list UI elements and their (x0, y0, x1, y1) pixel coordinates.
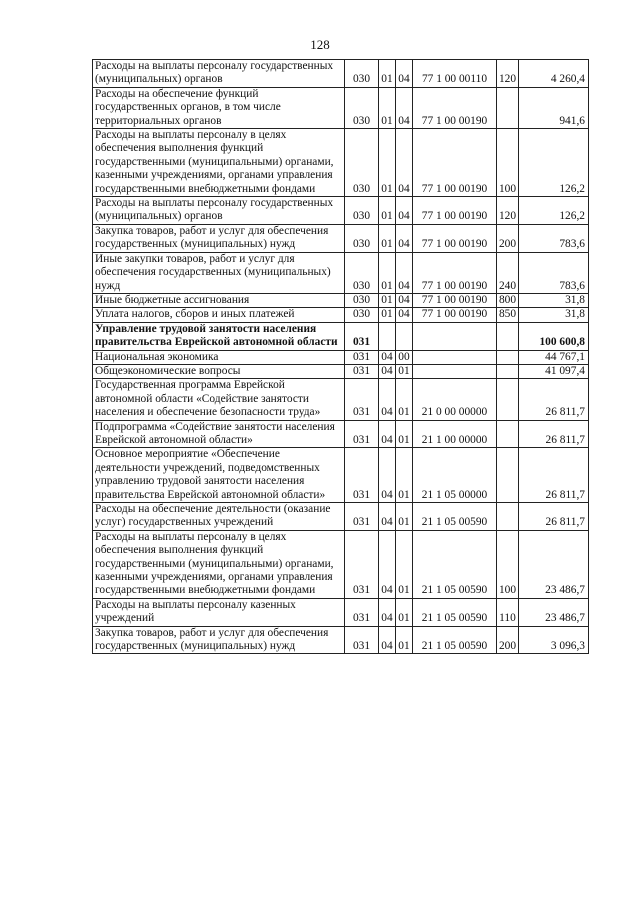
row-name-cell: Национальная экономика (93, 350, 345, 364)
table-row (93, 322, 589, 350)
row-name-cell: Расходы на обеспечение деятельности (оказание услуг) государственных учреждений (93, 503, 345, 531)
row-grbs-cell: 031 (345, 448, 379, 503)
table-row (93, 448, 589, 503)
row-subsection-cell: 04 (396, 293, 413, 307)
table-row (93, 197, 589, 225)
table-row (93, 224, 589, 252)
row-amount-cell: 26 811,7 (519, 448, 589, 503)
row-amount-cell: 44 767,1 (519, 350, 589, 364)
row-section-cell: 04 (379, 626, 396, 654)
row-amount-cell: 31,8 (519, 308, 589, 322)
row-expense-type-cell (497, 503, 519, 531)
row-grbs-cell: 031 (345, 530, 379, 598)
row-target-article-cell: 21 1 05 00590 (413, 626, 497, 654)
row-section-cell: 01 (379, 252, 396, 293)
row-grbs-cell: 030 (345, 293, 379, 307)
budget-table (92, 59, 589, 654)
row-target-article-cell: 77 1 00 00190 (413, 308, 497, 322)
row-grbs-cell: 031 (345, 503, 379, 531)
row-grbs-cell: 031 (345, 420, 379, 448)
row-amount-cell: 4 260,4 (519, 60, 589, 88)
row-target-article-cell: 77 1 00 00190 (413, 252, 497, 293)
row-section-cell: 01 (379, 197, 396, 225)
row-expense-type-cell: 240 (497, 252, 519, 293)
row-target-article-cell: 21 1 05 00000 (413, 448, 497, 503)
row-expense-type-cell: 850 (497, 308, 519, 322)
row-target-article-cell: 21 1 05 00590 (413, 530, 497, 598)
table-row (93, 252, 589, 293)
row-section-cell (379, 322, 396, 350)
row-subsection-cell: 01 (396, 364, 413, 378)
row-expense-type-cell (497, 87, 519, 128)
row-name-cell: Расходы на обеспечение функций государственных органов, в том числе территориальных органов (93, 87, 345, 128)
row-expense-type-cell: 100 (497, 530, 519, 598)
row-amount-cell: 783,6 (519, 252, 589, 293)
row-subsection-cell: 04 (396, 308, 413, 322)
row-name-cell: Иные закупки товаров, работ и услуг для обеспечения государственных (муниципальных) нужд (93, 252, 345, 293)
row-subsection-cell: 04 (396, 87, 413, 128)
row-expense-type-cell (497, 420, 519, 448)
row-section-cell: 04 (379, 420, 396, 448)
row-section-cell: 04 (379, 448, 396, 503)
row-target-article-cell: 77 1 00 00110 (413, 60, 497, 88)
table-row (93, 293, 589, 307)
row-expense-type-cell: 100 (497, 129, 519, 197)
row-grbs-cell: 031 (345, 364, 379, 378)
row-grbs-cell: 031 (345, 350, 379, 364)
row-name-cell: Расходы на выплаты персоналу государственных (муниципальных) органов (93, 197, 345, 225)
row-section-cell: 01 (379, 224, 396, 252)
row-subsection-cell: 01 (396, 530, 413, 598)
row-amount-cell: 41 097,4 (519, 364, 589, 378)
row-grbs-cell: 031 (345, 598, 379, 626)
row-subsection-cell: 04 (396, 197, 413, 225)
row-subsection-cell: 01 (396, 448, 413, 503)
row-amount-cell: 31,8 (519, 293, 589, 307)
table-row (93, 364, 589, 378)
page-number: 128 (310, 37, 330, 52)
row-name-cell: Расходы на выплаты персоналу в целях обеспечения выполнения функций государственными (муниципальными) органами, казенными учреждениями, органами управления государственными внебюджетными фондами (93, 530, 345, 598)
row-expense-type-cell (497, 364, 519, 378)
row-name-cell: Закупка товаров, работ и услуг для обеспечения государственных (муниципальных) нужд (93, 224, 345, 252)
table-row (93, 598, 589, 626)
row-section-cell: 01 (379, 60, 396, 88)
row-section-cell: 01 (379, 308, 396, 322)
row-amount-cell: 3 096,3 (519, 626, 589, 654)
row-name-cell: Подпрограмма «Содействие занятости населения Еврейской автономной области» (93, 420, 345, 448)
row-grbs-cell: 031 (345, 626, 379, 654)
row-section-cell: 04 (379, 364, 396, 378)
row-amount-cell: 126,2 (519, 197, 589, 225)
row-subsection-cell: 04 (396, 129, 413, 197)
row-grbs-cell: 030 (345, 129, 379, 197)
row-target-article-cell: 21 1 05 00590 (413, 598, 497, 626)
table-row (93, 308, 589, 322)
row-target-article-cell: 77 1 00 00190 (413, 197, 497, 225)
row-name-cell: Уплата налогов, сборов и иных платежей (93, 308, 345, 322)
table-row (93, 530, 589, 598)
row-subsection-cell: 01 (396, 598, 413, 626)
row-name-cell: Расходы на выплаты персоналу в целях обеспечения выполнения функций государственными (муниципальными) органами, казенными учреждениями, органами управления государственными внебюджетными фондами (93, 129, 345, 197)
row-section-cell: 01 (379, 293, 396, 307)
row-subsection-cell: 01 (396, 379, 413, 420)
table-row (93, 626, 589, 654)
row-section-cell: 04 (379, 598, 396, 626)
row-target-article-cell: 77 1 00 00190 (413, 224, 497, 252)
row-expense-type-cell: 200 (497, 626, 519, 654)
row-subsection-cell: 01 (396, 626, 413, 654)
row-grbs-cell: 030 (345, 224, 379, 252)
row-amount-cell: 23 486,7 (519, 530, 589, 598)
row-target-article-cell (413, 364, 497, 378)
row-section-cell: 01 (379, 87, 396, 128)
row-name-cell: Иные бюджетные ассигнования (93, 293, 345, 307)
row-subsection-cell: 04 (396, 252, 413, 293)
row-name-cell: Государственная программа Еврейской автономной области «Содействие занятости населения и обеспечение безопасности труда» (93, 379, 345, 420)
row-amount-cell: 26 811,7 (519, 503, 589, 531)
row-amount-cell: 100 600,8 (519, 322, 589, 350)
row-section-cell: 04 (379, 379, 396, 420)
row-expense-type-cell: 120 (497, 60, 519, 88)
row-subsection-cell: 01 (396, 503, 413, 531)
row-amount-cell: 26 811,7 (519, 420, 589, 448)
row-grbs-cell: 030 (345, 87, 379, 128)
row-expense-type-cell: 200 (497, 224, 519, 252)
row-target-article-cell: 77 1 00 00190 (413, 293, 497, 307)
row-expense-type-cell: 120 (497, 197, 519, 225)
row-expense-type-cell: 800 (497, 293, 519, 307)
row-grbs-cell: 030 (345, 308, 379, 322)
table-row (93, 60, 589, 88)
row-subsection-cell: 00 (396, 350, 413, 364)
row-name-cell: Общеэкономические вопросы (93, 364, 345, 378)
row-target-article-cell: 21 1 00 00000 (413, 420, 497, 448)
row-name-cell: Закупка товаров, работ и услуг для обеспечения государственных (муниципальных) нужд (93, 626, 345, 654)
row-expense-type-cell (497, 350, 519, 364)
row-expense-type-cell (497, 448, 519, 503)
row-grbs-cell: 030 (345, 60, 379, 88)
table-row (93, 379, 589, 420)
row-section-cell: 01 (379, 129, 396, 197)
row-grbs-cell: 031 (345, 322, 379, 350)
row-amount-cell: 783,6 (519, 224, 589, 252)
table-row (93, 420, 589, 448)
table-row (93, 129, 589, 197)
row-amount-cell: 26 811,7 (519, 379, 589, 420)
row-target-article-cell: 77 1 00 00190 (413, 87, 497, 128)
row-amount-cell: 941,6 (519, 87, 589, 128)
row-grbs-cell: 031 (345, 379, 379, 420)
table-row (93, 87, 589, 128)
row-amount-cell: 23 486,7 (519, 598, 589, 626)
row-target-article-cell (413, 350, 497, 364)
row-section-cell: 04 (379, 503, 396, 531)
table-row (93, 503, 589, 531)
row-amount-cell: 126,2 (519, 129, 589, 197)
row-grbs-cell: 030 (345, 252, 379, 293)
row-target-article-cell: 77 1 00 00190 (413, 129, 497, 197)
row-target-article-cell: 21 0 00 00000 (413, 379, 497, 420)
row-grbs-cell: 030 (345, 197, 379, 225)
row-target-article-cell (413, 322, 497, 350)
row-expense-type-cell: 110 (497, 598, 519, 626)
row-section-cell: 04 (379, 530, 396, 598)
row-subsection-cell: 01 (396, 420, 413, 448)
row-expense-type-cell (497, 379, 519, 420)
row-name-cell: Расходы на выплаты персоналу государственных (муниципальных) органов (93, 60, 345, 88)
row-subsection-cell: 04 (396, 60, 413, 88)
row-section-cell: 04 (379, 350, 396, 364)
row-name-cell: Управление трудовой занятости населения правительства Еврейской автономной области (93, 322, 345, 350)
table-row (93, 350, 589, 364)
row-subsection-cell: 04 (396, 224, 413, 252)
row-name-cell: Расходы на выплаты персоналу казенных учреждений (93, 598, 345, 626)
row-name-cell: Основное мероприятие «Обеспечение деятельности учреждений, подведомственных управлению трудовой занятости населения правительства Еврейской автономной области» (93, 448, 345, 503)
row-subsection-cell (396, 322, 413, 350)
row-target-article-cell: 21 1 05 00590 (413, 503, 497, 531)
row-expense-type-cell (497, 322, 519, 350)
